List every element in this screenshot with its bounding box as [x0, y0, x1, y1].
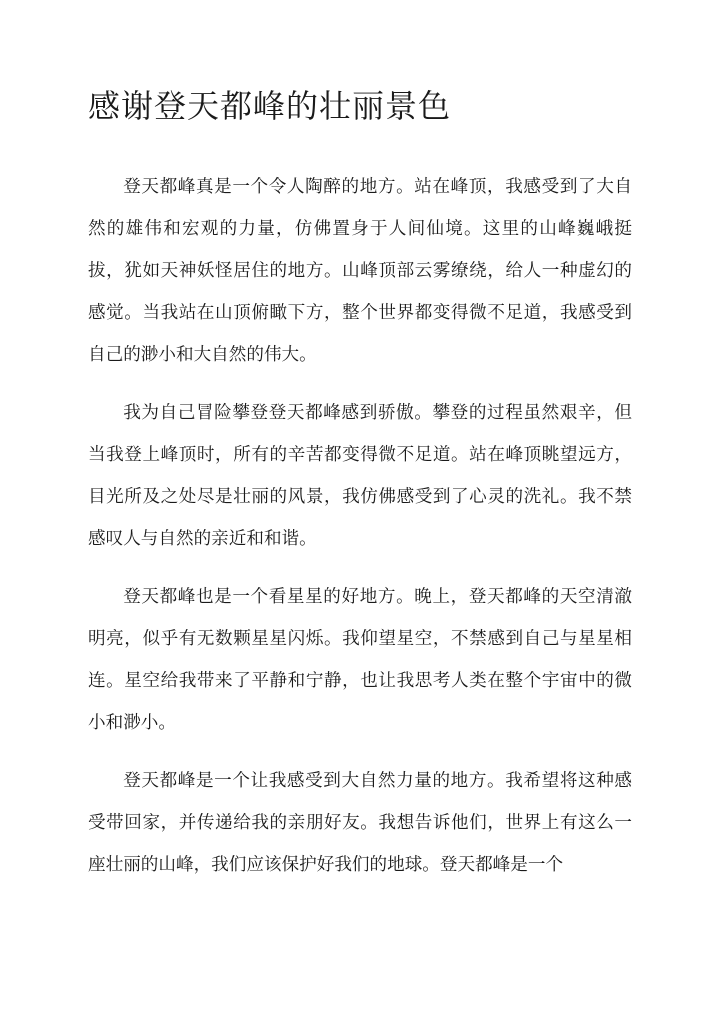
document-title: 感谢登天都峰的壮丽景色 — [88, 87, 452, 125]
paragraph-4: 登天都峰是一个让我感受到大自然力量的地方。我希望将这种感受带回家，并传递给我的亲朋好友。我想告诉他们，世界上有这么一座壮丽的山峰，我们应该保护好我们的地球。登天都峰是一个 — [88, 771, 632, 875]
document-body — [88, 166, 632, 902]
paragraph-2: 我为自己冒险攀登登天都峰感到骄傲。攀登的过程虽然艰辛，但当我登上峰顶时，所有的辛苦都变得微不足道。站在峰顶眺望远方，目光所及之处尽是壮丽的风景，我仿佛感受到了心灵的洗礼。我不禁感叹人与自然的亲近和和谐。 — [88, 403, 632, 549]
paragraph-1: 登天都峰真是一个令人陶醉的地方。站在峰顶，我感受到了大自然的雄伟和宏观的力量，仿佛置身于人间仙境。这里的山峰巍峨挺拔，犹如天神妖怪居住的地方。山峰顶部云雾缭绕，给人一种虚幻的感觉。当我站在山顶俯瞰下方，整个世界都变得微不足道，我感受到自己的渺小和大自然的伟大。 — [88, 177, 632, 365]
paragraph-3: 登天都峰也是一个看星星的好地方。晚上，登天都峰的天空清澈明亮，似乎有无数颗星星闪烁。我仰望星空，不禁感到自己与星星相连。星空给我带来了平静和宁静，也让我思考人类在整个宇宙中的微小和渺小。 — [88, 587, 632, 733]
